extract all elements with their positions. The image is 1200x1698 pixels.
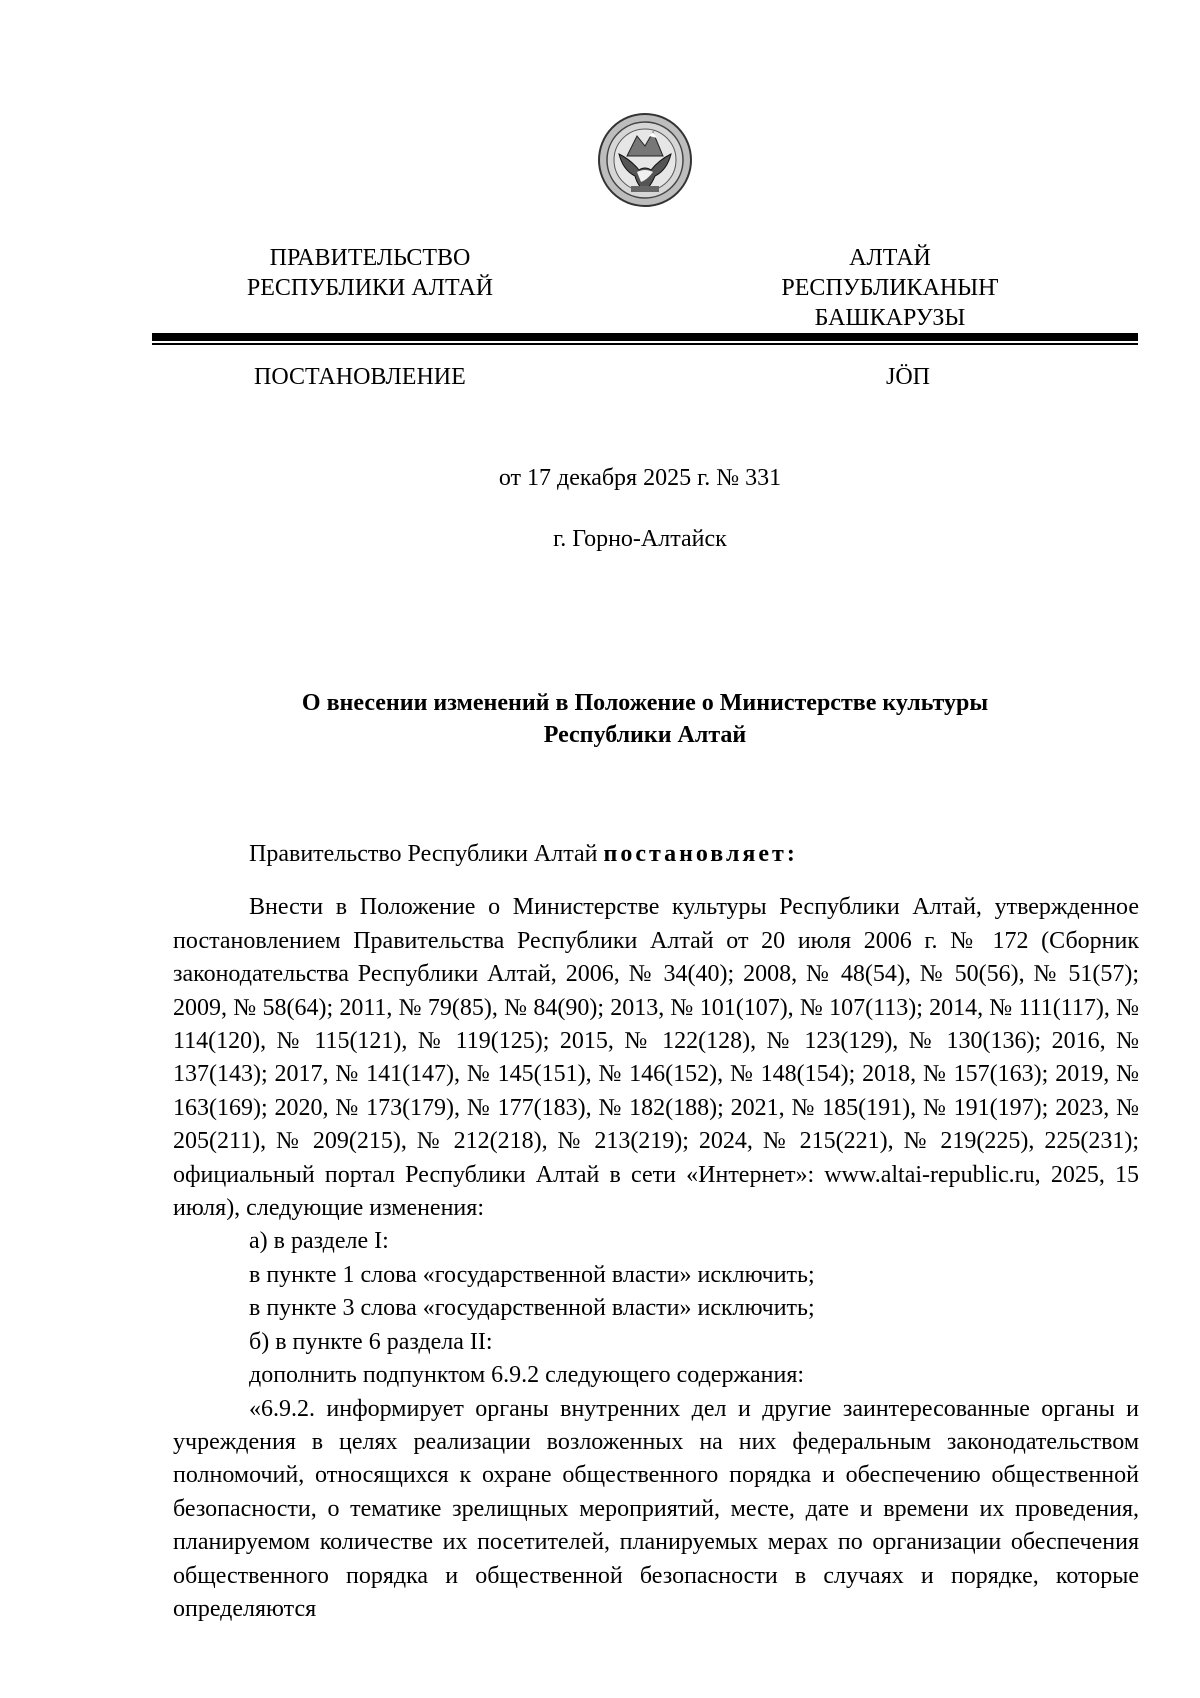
main-paragraph: Внести в Положение о Министерстве культуры Республики Алтай, утвержденное постановлением Правительства Республики Алтай от 20 июля 2006 г. № 172 (Сборник законодательства Республики Алтай, 2006, № 34(40); 2008, № 48(54), № 50(56), № 51(57); 2009, № 58(64); 2011, № 79(85), № 84(90); 2013, № 101(107), № 107(113); 2014, № 111(117), № 114(120), № 115(121), № 119(125); 2015, № 122(128), № 123(129), № 130(136); 2016, № 137(143); 2017, № 141(147), № 145(151), № 146(152), № 148(154); 2018, № 157(163); 2019, № 163(169); 2020, № 173(179), № 177(183), № 182(188); 2021, № 185(191), № 191(197); 2023, № 205(211), № 209(215), № 212(218), № 213(219); 2024, № 215(221), № 219(225), 225(231); официальный портал Республики Алтай в сети «Интернет»: www.altai-republic.ru, 2025, 15 июля), следующие изменения: (173, 894, 1139, 1222)
item-b: б) в пункте 6 раздела II: (249, 1328, 493, 1355)
document-title (200, 687, 1090, 751)
document-title-line2: Республики Алтай (543, 722, 747, 748)
header-divider-thin (152, 343, 1138, 345)
date-number: от 17 декабря 2025 г. № 331 (498, 465, 782, 491)
document-body (173, 838, 1139, 1626)
intro-prefix: Правительство Республики Алтай (249, 841, 598, 867)
doc-type-ru: ПОСТАНОВЛЕНИЕ (254, 364, 466, 390)
issuer-ru-line1: ПРАВИТЕЛЬСТВО (269, 245, 471, 271)
issuer-ru (240, 243, 500, 303)
issuer-alt-line2: БАШКАРУЗЫ (814, 305, 966, 331)
item-a1: в пункте 1 слова «государственной власти» исключить; (249, 1261, 815, 1288)
issuer-alt (760, 243, 1020, 333)
city: г. Горно-Алтайск (553, 526, 727, 552)
issuer-alt-line1: АЛТАЙ РЕСПУБЛИКАНЫҤ (781, 245, 999, 301)
header-divider-thick (152, 333, 1138, 341)
issuer-ru-line2: РЕСПУБЛИКИ АЛТАЙ (246, 275, 494, 301)
item-b2: «6.9.2. информирует органы внутренних дел и другие заинтересованные органы и учреждения в целях реализации возложенных на них федеральным законодательством полномочий, относящихся к охране общественного порядка и обеспечению общественной безопасности, о тематике зрелищных мероприятий, месте, дате и времени их проведения, планируемом количестве их посетителей, планируемых мерах по организации обеспечения общественного порядка и общественной безопасности в случаях и порядке, которые определяются (173, 1395, 1139, 1622)
doc-type-alt: JÖП (886, 364, 931, 390)
item-b1: дополнить подпунктом 6.9.2 следующего содержания: (249, 1362, 805, 1389)
intro-paragraph (173, 838, 1139, 871)
intro-verb: постановляет: (603, 841, 798, 867)
item-a2: в пункте 3 слова «государственной власти» исключить; (249, 1295, 815, 1322)
coat-of-arms-icon (597, 112, 693, 208)
document-title-line1: О внесении изменений в Положение о Министерстве культуры (301, 690, 989, 716)
item-a: а) в разделе I: (249, 1228, 389, 1255)
